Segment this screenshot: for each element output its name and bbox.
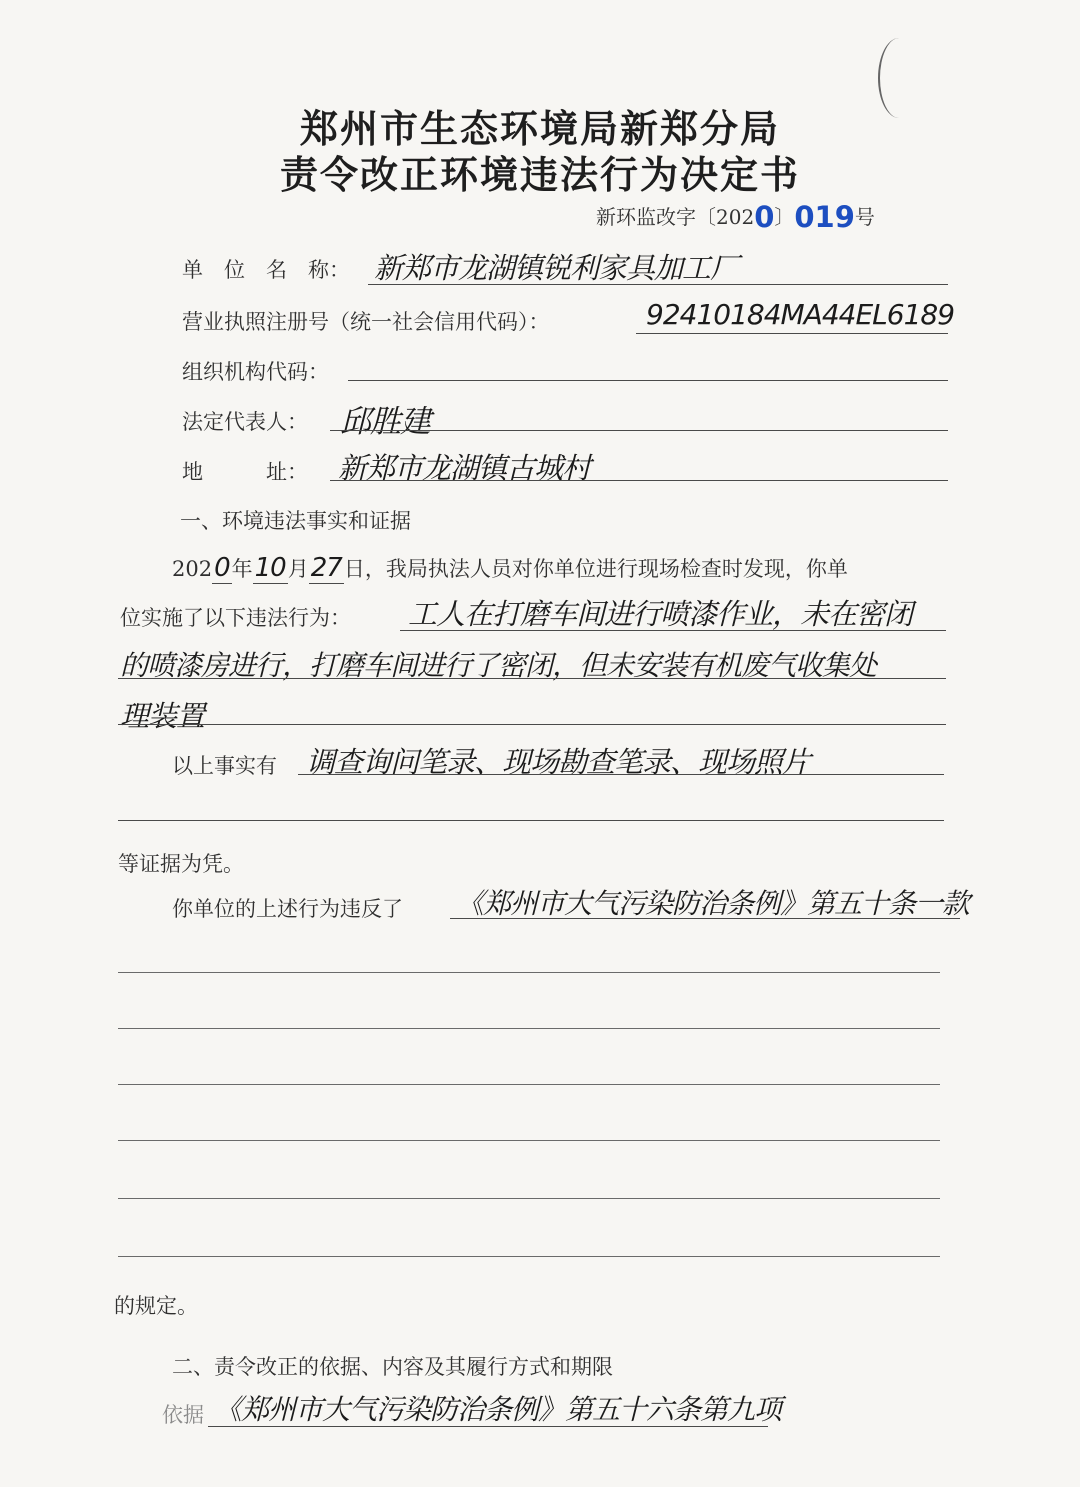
violates-value: 《郑州市大气污染防治条例》第五十条一款 — [456, 887, 970, 920]
year-char: 年 — [231, 557, 253, 581]
legal-rep-value: 邱胜建 — [340, 404, 430, 440]
violation-line-1: 工人在打磨车间进行喷漆作业，未在密闭 — [408, 597, 913, 631]
date-day-hw: 27 — [310, 553, 342, 583]
section2-heading: 二、责令改正的依据、内容及其履行方式和期限 — [172, 1355, 613, 1379]
evidence-underline-1 — [298, 774, 944, 775]
license-label: 营业执照注册号（统一社会信用代码）： — [182, 310, 550, 334]
title-line-2: 责令改正环境违法行为决定书 — [279, 152, 800, 197]
blank-line-4 — [118, 1140, 940, 1141]
doc-number-value: 019 — [794, 200, 855, 234]
blank-line-6 — [118, 1256, 940, 1257]
violation-underline-2 — [118, 678, 946, 679]
address-label: 地 址： — [182, 460, 308, 484]
document-number — [596, 200, 875, 234]
license-value: 92410184MA44EL6189 — [646, 298, 955, 331]
unit-name-label: 单 位 名 称： — [182, 258, 350, 282]
blank-line-2 — [118, 1028, 940, 1029]
section1-heading: 一、环境违法事实和证据 — [180, 509, 411, 533]
violates-label: 你单位的上述行为违反了 — [172, 897, 403, 921]
address-value: 新郑市龙湖镇古城村 — [338, 451, 591, 485]
basis-value: 《郑州市大气污染防治条例》第五十六条第九项 — [214, 1393, 782, 1426]
legal-rep-label: 法定代表人： — [182, 410, 308, 434]
evidence-label: 以上事实有 — [172, 754, 277, 778]
violation-label: 位实施了以下违法行为： — [120, 606, 351, 630]
blank-line-5 — [118, 1198, 940, 1199]
legal-rep-underline — [330, 430, 948, 431]
license-underline — [636, 333, 948, 334]
doc-number-suffix: 号 — [854, 205, 875, 229]
date-year-prefix: 202 — [172, 557, 213, 581]
evidence-underline-2 — [118, 820, 944, 821]
inspection-date-line — [172, 553, 848, 583]
doc-number-prefix: 新环监改字〔202 — [596, 205, 755, 229]
org-code-underline — [348, 380, 948, 381]
title-line-1: 郑州市生态环境局新郑分局 — [299, 106, 780, 151]
doc-number-bracket: 〕 — [774, 205, 795, 229]
basis-label: 依据 — [162, 1403, 204, 1427]
evidence-value: 调查询问笔录、现场勘查笔录、现场照片 — [306, 745, 811, 779]
violates-underline — [450, 918, 960, 919]
org-code-label: 组织机构代码： — [182, 360, 329, 384]
doc-number-stamp-digit: 0 — [754, 200, 775, 234]
basis-underline — [208, 1426, 768, 1427]
blank-line-3 — [118, 1084, 940, 1085]
date-month-hw: 10 — [254, 553, 286, 583]
provisions-suffix: 的规定。 — [114, 1294, 198, 1318]
evidence-suffix: 等证据为凭。 — [118, 852, 244, 876]
violation-line-2: 的喷漆房进行，打磨车间进行了密闭，但未安装有机废气收集处 — [120, 649, 877, 682]
day-char: 日， — [343, 557, 386, 581]
violation-underline-1 — [400, 630, 946, 631]
unit-name-value: 新郑市龙湖镇锐利家具加工厂 — [374, 251, 739, 285]
blank-line-1 — [118, 972, 940, 973]
violation-line-3: 理装置 — [120, 699, 205, 733]
violation-underline-3 — [118, 724, 946, 725]
month-char: 月 — [287, 557, 309, 581]
date-year-hw: 0 — [214, 553, 230, 583]
address-underline — [330, 480, 948, 481]
unit-name-underline — [368, 284, 948, 285]
found-text: 我局执法人员对你单位进行现场检查时发现，你单 — [385, 557, 848, 581]
